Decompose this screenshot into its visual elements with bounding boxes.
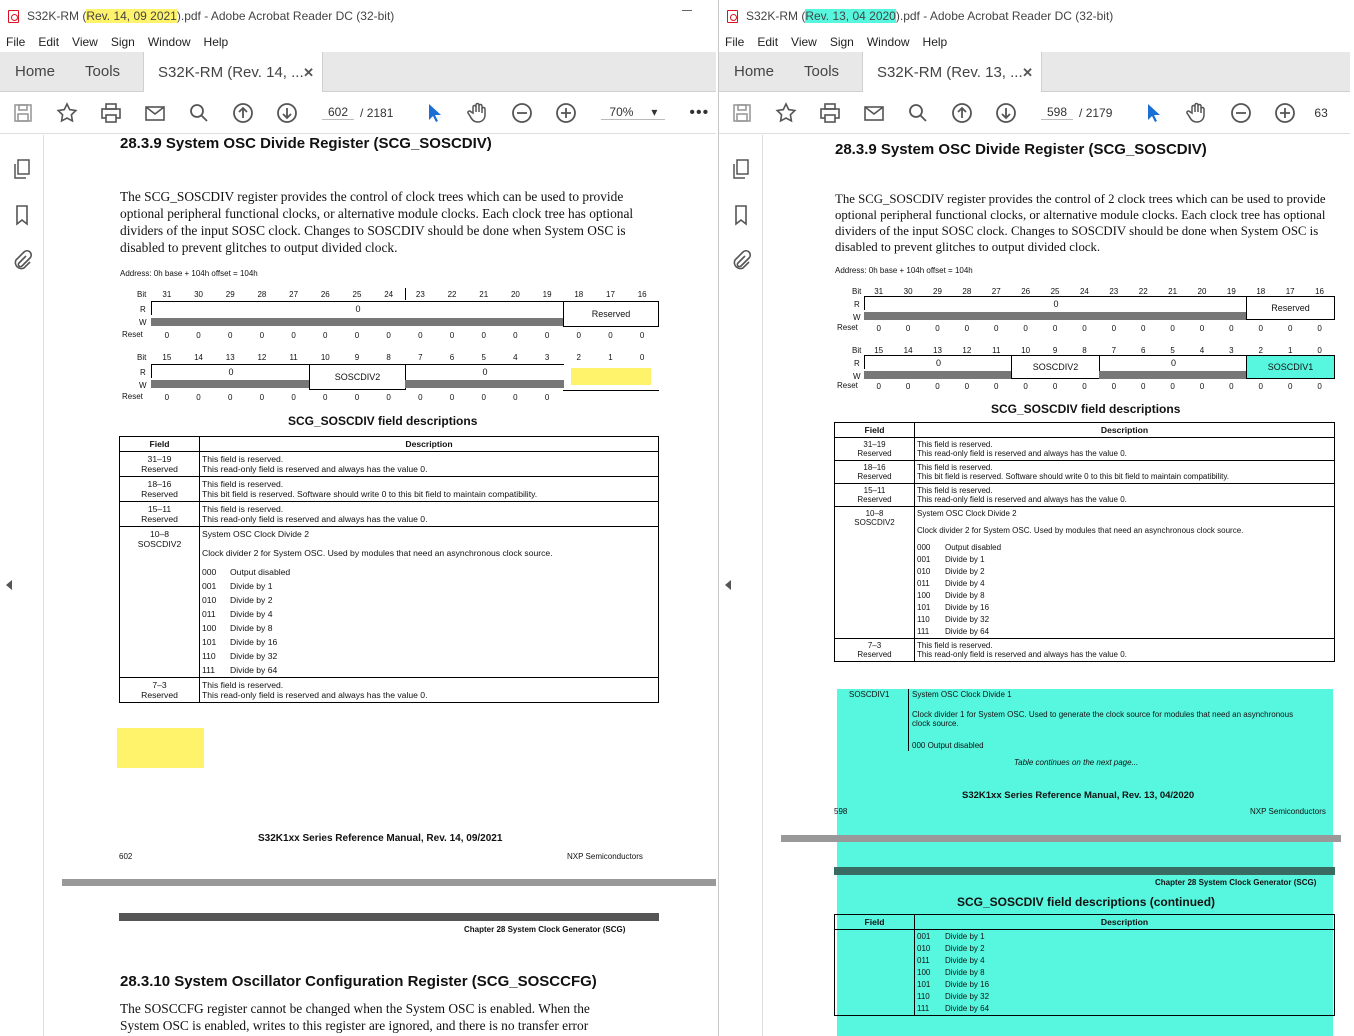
- page-viewport[interactable]: [44, 135, 716, 1036]
- select-cursor-icon[interactable]: [1138, 99, 1168, 127]
- star-icon[interactable]: [52, 99, 82, 127]
- soscdiv1-field: SOSCDIV1: [849, 690, 890, 699]
- write-label: W: [853, 372, 861, 381]
- pages-panel-icon[interactable]: [729, 157, 753, 181]
- title-bar: [0, 0, 716, 32]
- page-viewport[interactable]: [763, 135, 1350, 1036]
- tab-home[interactable]: Home: [15, 63, 56, 80]
- bit-label: Bit: [137, 290, 147, 299]
- th-field: Field: [120, 437, 200, 452]
- menu-sign[interactable]: Sign: [829, 35, 854, 49]
- bit-label: Bit: [852, 287, 862, 296]
- footer-page: 598: [834, 807, 848, 816]
- page-number-input[interactable]: 598: [1041, 105, 1073, 120]
- toolbar: [719, 92, 1350, 134]
- bit-label: Bit: [137, 353, 147, 362]
- reset-values-high: 0 0 0 0 0 0 0 0 0 0 0 0 0 0 0 0: [164, 331, 645, 340]
- page-navigator: [322, 105, 393, 120]
- zoom-in-icon[interactable]: [1270, 99, 1300, 127]
- field-descriptions-table-continued: [834, 914, 1335, 1016]
- reg-field-reserved: [563, 301, 659, 327]
- section-paragraph-2a: The SOSCCFG register cannot be changed when the System OSC is enabled. When the: [120, 1001, 590, 1016]
- page-up-icon[interactable]: [947, 99, 977, 127]
- reset-values-low: 0 0 0 0 0 0 0 0 0 0 0 0 0: [164, 393, 550, 402]
- reg-field-soscdiv2: SOSCDIV2: [309, 364, 406, 390]
- reset-label: Reset: [122, 392, 143, 401]
- reset-values-low: 0 0 0 0 0 0 0 0 0 0 0 0 0 0 0 0: [876, 382, 1322, 391]
- read-label: R: [140, 305, 146, 314]
- menu-edit[interactable]: Edit: [757, 35, 779, 49]
- write-label: W: [139, 381, 147, 390]
- table-row: 10–8 SOSCDIV2 System OSC Clock Divide 2 Clock divider 2 for System OSC. Used by modules that need an asynchronous clock source. 000 Output disabled 001 Divide by 1 010 Divide by 2 011 Divide by 4 100 Divide by 8 101 Divide by 16 110 Divide by 32 111 Divide by 64: [120, 527, 659, 678]
- reg-field-soscdiv2: SOSCDIV2: [1011, 355, 1100, 379]
- menu-help[interactable]: Help: [203, 35, 229, 49]
- divider: [563, 390, 659, 391]
- tab-document-label: S32K-RM (Rev. 14, ...: [158, 64, 304, 81]
- reset-label: Reset: [837, 381, 858, 390]
- reg-field-reserved-7-3: 0: [405, 364, 564, 378]
- bit-num: 25: [352, 290, 362, 299]
- window-title-prefix: S32K-RM (: [746, 9, 806, 23]
- register-address: Address: 0h base + 104h offset = 104h: [835, 266, 973, 275]
- bit-num: 17: [606, 290, 615, 299]
- page-up-icon[interactable]: [228, 99, 258, 127]
- reg-field-reserved-15-11: 0: [151, 364, 310, 378]
- bookmark-icon[interactable]: [729, 203, 753, 227]
- menu-window[interactable]: Window: [866, 35, 910, 49]
- star-icon[interactable]: [771, 99, 801, 127]
- tab-document[interactable]: [862, 52, 1042, 93]
- table-row: 15–11 Reserved This field is reserved. This read-only field is reserved and always has the value 0.: [835, 484, 1335, 507]
- menu-help[interactable]: Help: [922, 35, 948, 49]
- page-number-input[interactable]: 602: [322, 105, 354, 120]
- th-description: Description: [915, 423, 1335, 438]
- close-tab-icon[interactable]: ✕: [1022, 64, 1034, 80]
- register-address: Address: 0h base + 104h offset = 104h: [120, 269, 258, 278]
- write-only-bar: [151, 318, 564, 326]
- footer-vendor: NXP Semiconductors: [1250, 807, 1326, 816]
- print-icon[interactable]: [815, 99, 845, 127]
- side-rail: [719, 135, 763, 1036]
- soscdiv1-option: 000 Output disabled: [912, 741, 984, 750]
- chapter-header: Chapter 28 System Clock Generator (SCG): [464, 925, 626, 934]
- menu-view[interactable]: View: [791, 35, 817, 49]
- footer-page: 602: [119, 852, 133, 861]
- tab-bar: [719, 52, 1350, 92]
- tab-bar: [0, 52, 716, 92]
- table-row: 10–8 SOSCDIV2 System OSC Clock Divide 2 Clock divider 2 for System OSC. Used by modules that need an asynchronous clock source. 000 Output disabled 001 Divide by 1 010 Divide by 2 011 Divide by 4 100 Divide by 8 101 Divide by 16 110 Divide by 32 111 Divide by 64: [835, 507, 1335, 639]
- th-field: Field: [835, 915, 915, 930]
- mail-icon[interactable]: [859, 99, 889, 127]
- bit-num: 16: [637, 290, 647, 299]
- table-row: 31–19 Reserved This field is reserved. This read-only field is reserved and always has the value 0.: [835, 438, 1335, 461]
- page-total: / 2181: [360, 105, 394, 120]
- bookmark-icon[interactable]: [10, 203, 34, 227]
- tab-document-label: S32K-RM (Rev. 13, ...: [877, 64, 1023, 81]
- zoom-in-icon[interactable]: [551, 99, 581, 127]
- divider: [405, 288, 406, 300]
- bit-num: 30: [194, 290, 203, 299]
- toolbar: [0, 92, 716, 134]
- zoom-value: 70%: [609, 105, 634, 119]
- table-continues: Table continues on the next page...: [1014, 758, 1139, 767]
- read-label: R: [854, 359, 860, 368]
- print-icon[interactable]: [96, 99, 126, 127]
- bit-label: Bit: [852, 346, 862, 355]
- menu-sign[interactable]: Sign: [110, 35, 135, 49]
- select-cursor-icon[interactable]: [419, 99, 449, 127]
- hand-tool-icon[interactable]: [463, 99, 493, 127]
- chapter-bar: [834, 867, 1335, 875]
- table-row: 18–16 Reserved This field is reserved. This bit field is reserved. Software should write 0 to this bit field to maintain compatibility.: [120, 477, 659, 502]
- hand-tool-icon[interactable]: [1182, 99, 1212, 127]
- window-title-prefix: S32K-RM (: [27, 9, 87, 23]
- section-paragraph: The SCG_SOSCDIV register provides the control of clock trees which can be used to provide optional peripheral functional clocks, or alternative module clocks. Each clock tree has optional dividers of the input SOSC clock. Changes to SOSCDIV should be done when System OSC is disabled to prevent glitches to output divided clock.: [120, 189, 634, 255]
- bit-num: 21: [479, 290, 489, 299]
- window-title-suffix: ).pdf - Adobe Acrobat Reader DC (32-bit): [895, 9, 1114, 23]
- menu-bar: [0, 32, 716, 52]
- field-descriptions-table: [834, 422, 1335, 662]
- pages-panel-icon[interactable]: [10, 157, 34, 181]
- close-tab-icon[interactable]: ✕: [303, 64, 315, 80]
- attachment-icon[interactable]: [729, 249, 753, 273]
- page-down-icon[interactable]: [272, 99, 302, 127]
- bit-numbers-low: 15 14 13 12 11 10 9 8 7 6 5 4 3 2 1 0: [162, 353, 645, 362]
- field-descriptions-table: [119, 436, 659, 703]
- table-caption-continued: SCG_SOSCDIV field descriptions (continued): [957, 895, 1216, 909]
- write-label: W: [853, 313, 861, 322]
- read-label: R: [854, 300, 860, 309]
- footer-title: S32K1xx Series Reference Manual, Rev. 13, 04/2020: [962, 790, 1195, 801]
- menu-view[interactable]: View: [72, 35, 98, 49]
- page-separator: [62, 879, 716, 886]
- table-row: 18–16 Reserved This field is reserved. This bit field is reserved. Software should write 0 to this bit field to maintain compatibility.: [835, 461, 1335, 484]
- reg-field-reserved-high: [151, 301, 564, 315]
- zoom-value[interactable]: 63: [1314, 105, 1328, 120]
- table-caption: SCG_SOSCDIV field descriptions: [991, 402, 1181, 416]
- bit-num: 23: [415, 290, 425, 299]
- menu-edit[interactable]: Edit: [38, 35, 60, 49]
- zoom-select[interactable]: [601, 105, 665, 120]
- attachment-icon[interactable]: [10, 249, 34, 273]
- bit-num: 28: [257, 290, 267, 299]
- pdf-page-602: [62, 135, 658, 883]
- right-acrobat-window: [718, 0, 1350, 1036]
- tab-tools[interactable]: Tools: [804, 63, 840, 80]
- reg-field-reserved: Reserved: [1246, 296, 1335, 320]
- reg-field-reserved-high: 0: [864, 296, 1247, 310]
- page-total: / 2179: [1079, 105, 1113, 120]
- chevron-down-icon: ▾: [651, 105, 658, 119]
- search-zoom-icon[interactable]: [903, 99, 933, 127]
- removed-row-highlight: [117, 728, 204, 768]
- table-row: 001 Divide by 1 010 Divide by 2 011 Divide by 4 100 Divide by 8 101 Divide by 16 110 Divide by 32 111 Divide by 64: [835, 930, 1335, 1016]
- reg-field-reserved-7-3: 0: [1099, 355, 1247, 369]
- section-paragraph: The SCG_SOSCDIV register provides the control of 2 clock trees which can be used to provide optional peripheral functional clocks, or alternative module clocks. Each clock tree has optional dividers of the input SOSC clock. Changes to SOSCDIV should be done when System OSC is disabled to prevent glitches to output divided clock.: [835, 192, 1326, 254]
- more-tools-icon[interactable]: •••: [689, 103, 710, 121]
- removed-field-highlight: [571, 368, 651, 385]
- footer-title: S32K1xx Series Reference Manual, Rev. 14, 09/2021: [258, 833, 503, 844]
- pdf-page-598: [781, 135, 1350, 835]
- menu-window[interactable]: Window: [147, 35, 191, 49]
- write-label: W: [139, 318, 147, 327]
- soscdiv1-title: System OSC Clock Divide 1: [912, 690, 1012, 699]
- page-separator: [781, 835, 1341, 842]
- write-only-bar: [1099, 371, 1247, 379]
- save-icon[interactable]: [727, 99, 757, 127]
- reset-label: Reset: [837, 323, 858, 332]
- tab-document[interactable]: [143, 52, 323, 93]
- bit-num: 27: [289, 290, 299, 299]
- tab-tools[interactable]: Tools: [85, 63, 121, 80]
- table-caption: SCG_SOSCDIV field descriptions: [288, 414, 478, 428]
- mail-icon[interactable]: [140, 99, 170, 127]
- chapter-bar: [119, 913, 659, 921]
- menu-file[interactable]: File: [6, 35, 26, 49]
- section-heading-2: 28.3.10 System Oscillator Configuration Register (SCG_SOSCCFG): [120, 973, 597, 990]
- write-only-bar: [405, 380, 564, 388]
- collapse-panel-arrow-icon[interactable]: [725, 580, 731, 590]
- reg-field-reserved-15-11: 0: [864, 355, 1012, 369]
- minimize-button[interactable]: [682, 10, 692, 11]
- document-area: [719, 135, 1350, 1036]
- bit-num: 18: [574, 290, 584, 299]
- save-icon[interactable]: [8, 99, 38, 127]
- reset-values-high: 0 0 0 0 0 0 0 0 0 0 0 0 0 0 0 0: [876, 324, 1322, 333]
- table-row: 15–11 Reserved This field is reserved. This read-only field is reserved and always has the value 0.: [120, 502, 659, 527]
- bit-num: 31: [162, 290, 172, 299]
- read-label: R: [140, 368, 146, 377]
- bit-num: 20: [510, 290, 520, 299]
- reg-field-soscdiv1-added: SOSCDIV1: [1246, 355, 1335, 379]
- window-title-suffix: ).pdf - Adobe Acrobat Reader DC (32-bit): [176, 9, 395, 23]
- table-row: 7–3 Reserved This field is reserved. This read-only field is reserved and always has the value 0.: [120, 678, 659, 703]
- pdf-page-603: [62, 897, 658, 1036]
- window-title-revision-highlight: Rev. 13, 04 2020: [805, 9, 896, 23]
- acrobat-icon: [8, 10, 19, 23]
- field-label: Reserved: [591, 309, 631, 319]
- search-zoom-icon[interactable]: [184, 99, 214, 127]
- th-description: Description: [915, 915, 1335, 930]
- bit-numbers-low: 15 14 13 12 11 10 9 8 7 6 5 4 3 2 1 0: [874, 346, 1322, 355]
- window-title-revision-highlight: Rev. 14, 09 2021: [86, 9, 177, 23]
- menu-file[interactable]: File: [725, 35, 745, 49]
- table-row: 7–3 Reserved This field is reserved. This read-only field is reserved and always has the value 0.: [835, 639, 1335, 662]
- reset-label: Reset: [122, 330, 143, 339]
- page-navigator: [1041, 105, 1112, 120]
- chapter-header: Chapter 28 System Clock Generator (SCG): [1155, 878, 1317, 887]
- write-only-bar: [151, 380, 310, 388]
- collapse-panel-arrow-icon[interactable]: [6, 580, 12, 590]
- tab-home[interactable]: Home: [734, 63, 775, 80]
- side-rail: [0, 135, 44, 1036]
- section-heading: 28.3.9 System OSC Divide Register (SCG_SOSCDIV): [120, 135, 492, 152]
- th-field: Field: [835, 423, 915, 438]
- bit-numbers-high: 31 30 29 28 27 26 25 24 23 22 21 20 19 18 17 16: [874, 287, 1324, 296]
- bit-num: 24: [384, 290, 394, 299]
- soscdiv1-desc: Clock divider 1 for System OSC. Used to generate the clock source for modules that need an asynchronous clock source.: [912, 710, 1294, 728]
- menu-bar: [719, 32, 1350, 52]
- zoom-out-icon[interactable]: [507, 99, 537, 127]
- bit-num: 26: [320, 290, 330, 299]
- th-description: Description: [200, 437, 659, 452]
- bit-num: 19: [542, 290, 552, 299]
- title-bar: [719, 0, 1350, 32]
- write-only-bar: [864, 371, 1012, 379]
- section-paragraph-2b: System OSC is enabled, writes to this register are ignored, and there is no transfer error: [120, 1018, 589, 1033]
- zoom-out-icon[interactable]: [1226, 99, 1256, 127]
- write-only-bar: [864, 312, 1247, 320]
- pdf-page-599: [781, 855, 1350, 1035]
- bit-num: 22: [447, 290, 457, 299]
- field-value: 0: [355, 303, 361, 314]
- bit-num: 29: [225, 290, 235, 299]
- document-area: [0, 135, 716, 1036]
- section-heading: 28.3.9 System OSC Divide Register (SCG_SOSCDIV): [835, 141, 1207, 158]
- page-down-icon[interactable]: [991, 99, 1021, 127]
- table-row: 31–19 Reserved This field is reserved. This read-only field is reserved and always has the value 0.: [120, 452, 659, 477]
- divider: [908, 689, 909, 751]
- footer-vendor: NXP Semiconductors: [567, 852, 643, 861]
- acrobat-icon: [727, 10, 738, 23]
